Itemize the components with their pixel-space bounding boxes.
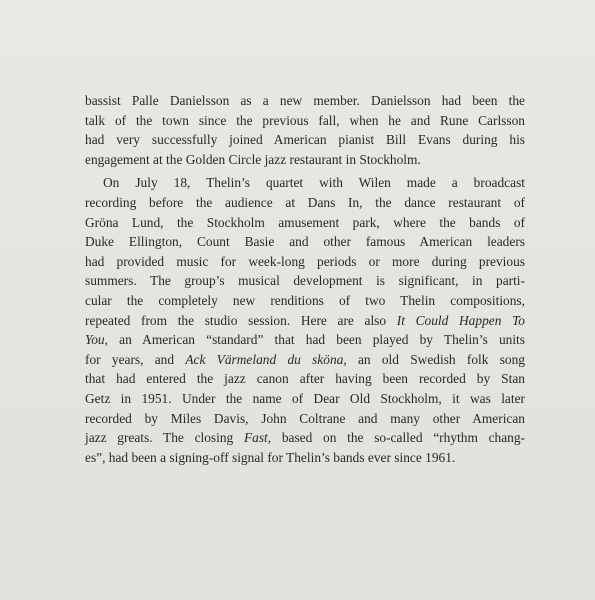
paragraph-2 (85, 173, 525, 467)
italic-title: You (85, 332, 105, 348)
text-line: es”, had been a signing-off signal for Thelin’s bands ever since 1961. (85, 449, 456, 465)
text-line: You, an American “standard” that had been played by Thelin’s units (85, 332, 525, 348)
text-line: Duke Ellington, Count Basie and other famous American leaders (85, 234, 525, 250)
text-line: On July 18, Thelin’s quartet with Wilen made a broadcast (103, 175, 525, 191)
body-text (85, 91, 525, 467)
text-line: had provided music for week-long periods or more during previous (85, 253, 525, 269)
text-line: engagement at the Golden Circle jazz restaurant in Stockholm. (85, 151, 421, 167)
text-line: bassist Palle Danielsson as a new member. Danielsson had been the (85, 93, 525, 108)
italic-title: Ack Värmeland du sköna (185, 351, 344, 367)
text-line: recorded by Miles Davis, John Coltrane and many other American (85, 410, 525, 426)
italic-title: It Could Happen To (396, 312, 525, 328)
text-line: repeated from the studio session. Here are also It Could Happen To (85, 312, 525, 328)
text-line: summers. The group’s musical development is significant, in parti- (85, 273, 525, 289)
text-line: jazz greats. The closing Fast, based on the so-called “rhythm chang- (85, 430, 525, 446)
text-line: had very successfully joined American pianist Bill Evans during his (85, 132, 525, 148)
text-line: recording before the audience at Dans In, the dance restaurant of (85, 194, 525, 210)
text-line: cular the completely new renditions of two Thelin compositions, (85, 292, 525, 308)
text-line: talk of the town since the previous fall, when he and Rune Carlsson (85, 112, 525, 128)
text-line: Getz in 1951. Under the name of Dear Old Stockholm, it was later (85, 390, 525, 406)
italic-title: Fast (243, 430, 268, 446)
text-line: for years, and Ack Värmeland du sköna, an old Swedish folk song (85, 351, 526, 367)
text-line: Gröna Lund, the Stockholm amusement park, where the bands of (85, 214, 525, 230)
paragraph-1 (85, 91, 525, 169)
text-line: that had entered the jazz canon after having been recorded by Stan (85, 371, 525, 387)
